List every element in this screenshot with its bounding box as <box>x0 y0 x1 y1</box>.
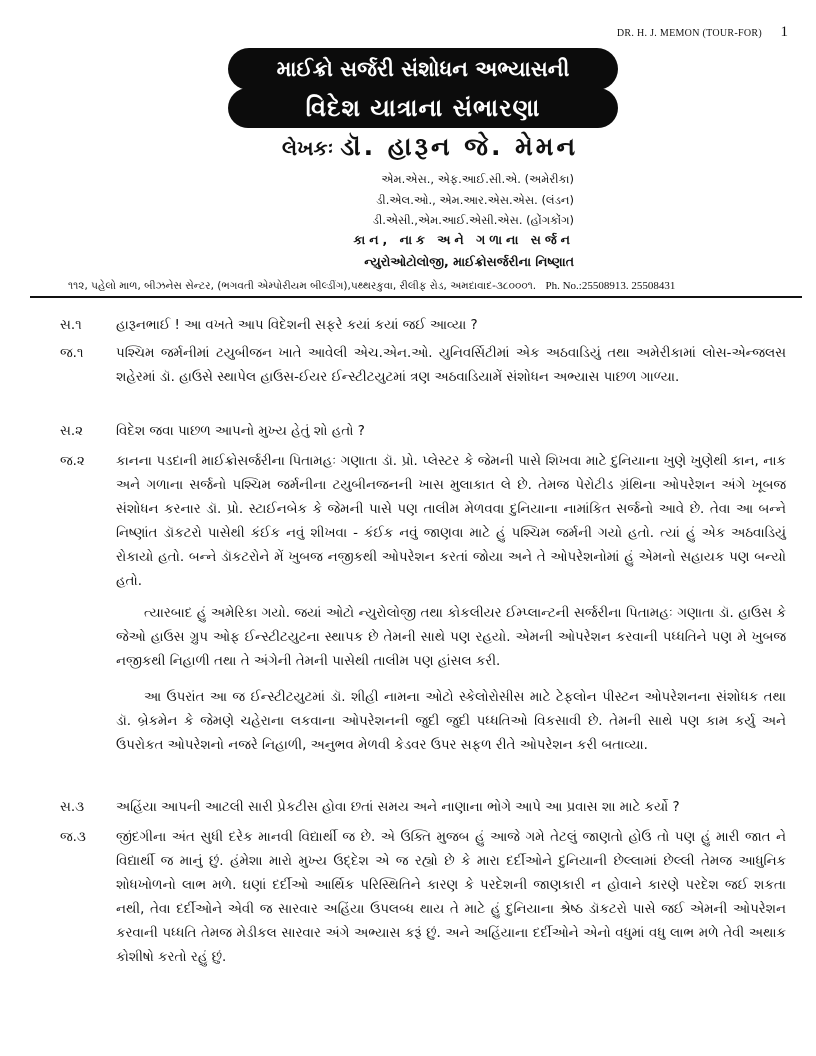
title-line-1: માઈક્રો સર્જરી સંશોધન અભ્યાસની <box>228 48 618 90</box>
qualification-1: એમ.એસ., એફ.આઈ.સી.એ. (અમેરીકા) <box>381 172 574 186</box>
qa-text: કાનના પડદાની માઈક્રોસર્જરીના પિતામહઃ ગણાતા ડૉ. પ્રો. પ્લેસ્ટર કે જેમની પાસે શિખવા માટે દુનિયાના ખુણે ખુણેથી કાન, નાક અને ગળાના સર્જનો પશ્ચિમ જર્મનીના ટયુબીનજનની ખાસ મુલાકાત લે છે. તેમજ પેરોટીડ ગ્રંથિના ઓપરેશન અંગે ખૂબજ સંશોધન કરનાર ડૉ. પ્રો. સ્ટાઈનબેક કે જેમની પાસે પણ તાલીમ મેળવવા દુનિયાના નામાંકિત સર્જનો આવે છે. તેવા આ બન્ને નિષ્ણાંત ડૉકટરો પાસેથી કંઈક નવું શીખવા - કંઈક નવું જાણવા માટે હું પશ્ચિમ જર્મની ગયો હતો. ત્યાં હું એક અઠવાડિયું રોકાયો હતો. બન્ને ડૉકટરોને મેં ખુબજ નજીકથી ઓપરેશન કરતાં જોયા અને તે ઓપરેશનોમાં હું એમનો સહાયક પણ બન્યો હતો. <box>116 454 786 589</box>
qa-label: જ.૩ <box>60 830 86 845</box>
qa-text: અહિંયા આપની આટલી સારી પ્રેકટીસ હોવા છતાં સમય અને નાણાના ભોગે આપે આ પ્રવાસ શા માટે કર્યો ? <box>116 800 680 815</box>
qa-label: સ.૧ <box>60 318 82 333</box>
author-name: ડૉ. હારૂન જે. મેમન <box>340 132 579 161</box>
specialty-line-1: કાન, નાક અને ગળાના સર્જન <box>353 232 574 247</box>
header-reference: DR. H. J. MEMON (TOUR-FOR) <box>616 28 762 39</box>
qa-text: પશ્ચિમ જર્મનીમાં ટયુબીજન ખાતે આવેલી એચ.એન.ઓ. યુનિવર્સિટીમાં એક અઠવાડિયું તથા અમેરીકામાં લોસ-એન્જલસ શહેરમાં ડૉ. હાઉસે સ્થાપેલ હાઉસ-ઈયર ઈન્સ્ટીટયુટમાં ત્રણ અઠવાડિયામેં સંશોધન અભ્યાસ પાછળ ગાળ્યા. <box>116 346 786 385</box>
qualification-2: ડી.એલ.ઓ., એમ.આર.એસ.એસ. (લંડન) <box>376 193 574 207</box>
qa-text: વિદેશ જવા પાછળ આપનો મુખ્ય હેતું શો હતો ? <box>116 424 365 439</box>
qa-label: સ.૩ <box>60 800 85 815</box>
author-label: લેખકઃ <box>282 136 334 160</box>
qa-text: જીંદગીના અંત સુધી દરેક માનવી વિદ્યાર્થી જ છે. એ ઉક્તિ મુજબ હું આજે ગમે તેટલું જાણતો હોઉ તો પણ હું મારી જાત ને વિદ્યાર્થી જ માનું છું. હંમેશા મારો મુખ્ય ઉદ્દેશ એ જ રહ્યો છે કે મારા દર્દીઓને દુનિયાની છેલ્લામાં છેલ્લી તેમજ આધુનિક શોધખોળનો લાભ મળે. ઘણાં દર્દીઓ આર્થિક પરિસ્થિતિને કારણ કે પરદેશની જાણકારી ન હોવાને કારણે પરદેશ જઈ શકતા નથી, તેવા દર્દીઓને એવી જ સારવાર અહિંયા ઉપલબ્ધ થાય તે માટે હું દુનિયાના શ્રેષ્ઠ ડૉકટરો પાસે જઈ એમની ઓપરેશન કરવાની પધ્ધતિ તેમજ મેડીકલ સારવાર અંગે અભ્યાસ કરૂં છું. અને અહિંયાના દર્દીઓને એનો વધુમાં વધુ લાભ મળે તેવી અથાક કોશીષો કરતો રહું છું. <box>116 830 786 965</box>
author-line <box>282 132 578 162</box>
title-line-2: વિદેશ યાત્રાના સંભારણા <box>228 88 618 128</box>
paragraph-2: આ ઉપરાંત આ જ ઈન્સ્ટીટયુટમાં ડૉ. શીહી નામના ઓટો સ્કેલોરોસીસ માટે ટેફલોન પીસ્ટન ઓપરેશનના સંશોધક તથા ડૉ. બ્રેકમેન કે જેમણે ચહેરાના લકવાના ઓપરેશનની જુદી જુદી પધ્ધતિઓ વિકસાવી છે. તેમની સાથે પણ કામ કર્યુ અને ઉપરોકત ઓપરેશનો નજરે નિહાળી, અનુભવ મેળવી કેડવર ઉપર સફળ રીતે ઓપરેશન કરી બતાવ્યા. <box>116 690 786 753</box>
qa-label: સ.૨ <box>60 424 83 439</box>
qa-label: જ.૨ <box>60 454 85 469</box>
header-divider <box>30 296 802 298</box>
paragraph-1: ત્યારબાદ હું અમેરિકા ગયો. જયાં ઓટો ન્યુરોલોજી તથા કોકલીયર ઈમ્પ્લાન્ટની સર્જરીના પિતામહઃ ગણાતા ડૉ. હાઉસ કે જેઓ હાઉસ ગ્રુપ ઓફ ઈન્સ્ટીટયુટના સ્થાપક છે તેમની સાથે પણ રહયો. એમની ઓપરેશન કરવાની પધ્ધતિને પણ મે ખુબજ નજીકથી નિહાળી તથા તે અંગેની તેમની પાસેથી તાલીમ પણ હાંસલ કરી. <box>116 606 786 669</box>
address-line <box>68 280 675 293</box>
phone-numbers: Ph. No.:25508913. 25508431 <box>545 280 676 292</box>
qualification-3: ડી.એસી.,એમ.આઈ.એસી.એસ. (હોંગકોંગ) <box>372 213 574 227</box>
page-number: 1 <box>780 24 788 40</box>
address-text: ૧૧૨, પહેલો માળ, બીઝનેસ સેન્ટર, (ભગવતી એમ્પોરીયમ બીલ્ડીંગ),પથ્થરકુવા, રીલીફ રોડ, અમદાવાદ-૩૮૦૦૦૧. <box>68 280 537 292</box>
qa-text: હારૂનભાઈ ! આ વખતે આપ વિદેશની સફરે કયાં કયાં જઈ આવ્યા ? <box>116 318 478 333</box>
specialty-line-2: ન્યુરોઓટોલોજી, માઈક્રોસર્જરીના નિષ્ણાત <box>364 254 574 269</box>
qa-label: જ.૧ <box>60 346 84 361</box>
